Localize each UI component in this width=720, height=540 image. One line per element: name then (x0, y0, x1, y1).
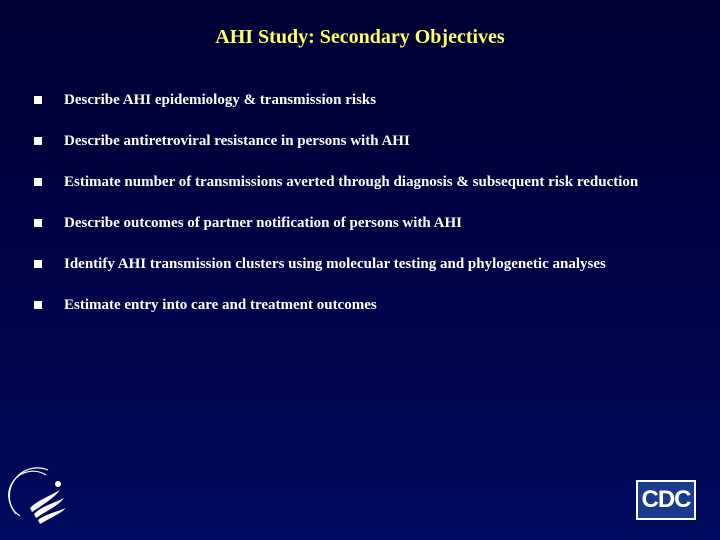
bullet-item (34, 92, 684, 108)
bullet-item (34, 256, 684, 272)
hhs-seal-icon (8, 464, 74, 530)
slide-title: AHI Study: Secondary Objectives (215, 26, 505, 48)
bullet-item (34, 215, 684, 231)
bullet-text: Estimate entry into care and treatment outcomes (64, 297, 377, 313)
square-bullet-icon (34, 219, 42, 227)
bullet-text: Identify AHI transmission clusters using molecular testing and phylogenetic analyses (64, 256, 606, 272)
square-bullet-icon (34, 96, 42, 104)
bullet-list (34, 92, 684, 338)
square-bullet-icon (34, 301, 42, 309)
bullet-item (34, 174, 684, 190)
cdc-logo (636, 480, 696, 520)
bullet-item (34, 297, 684, 313)
cdc-logo-label: CDC (638, 482, 694, 518)
bullet-item (34, 133, 684, 149)
square-bullet-icon (34, 178, 42, 186)
bullet-text: Describe antiretroviral resistance in persons with AHI (64, 133, 410, 149)
square-bullet-icon (34, 260, 42, 268)
square-bullet-icon (34, 137, 42, 145)
bullet-text: Describe outcomes of partner notification of persons with AHI (64, 215, 463, 231)
bullet-text: Estimate number of transmissions averted through diagnosis & subsequent risk reduction (64, 174, 639, 190)
bullet-text: Describe AHI epidemiology & transmission risks (64, 92, 377, 108)
